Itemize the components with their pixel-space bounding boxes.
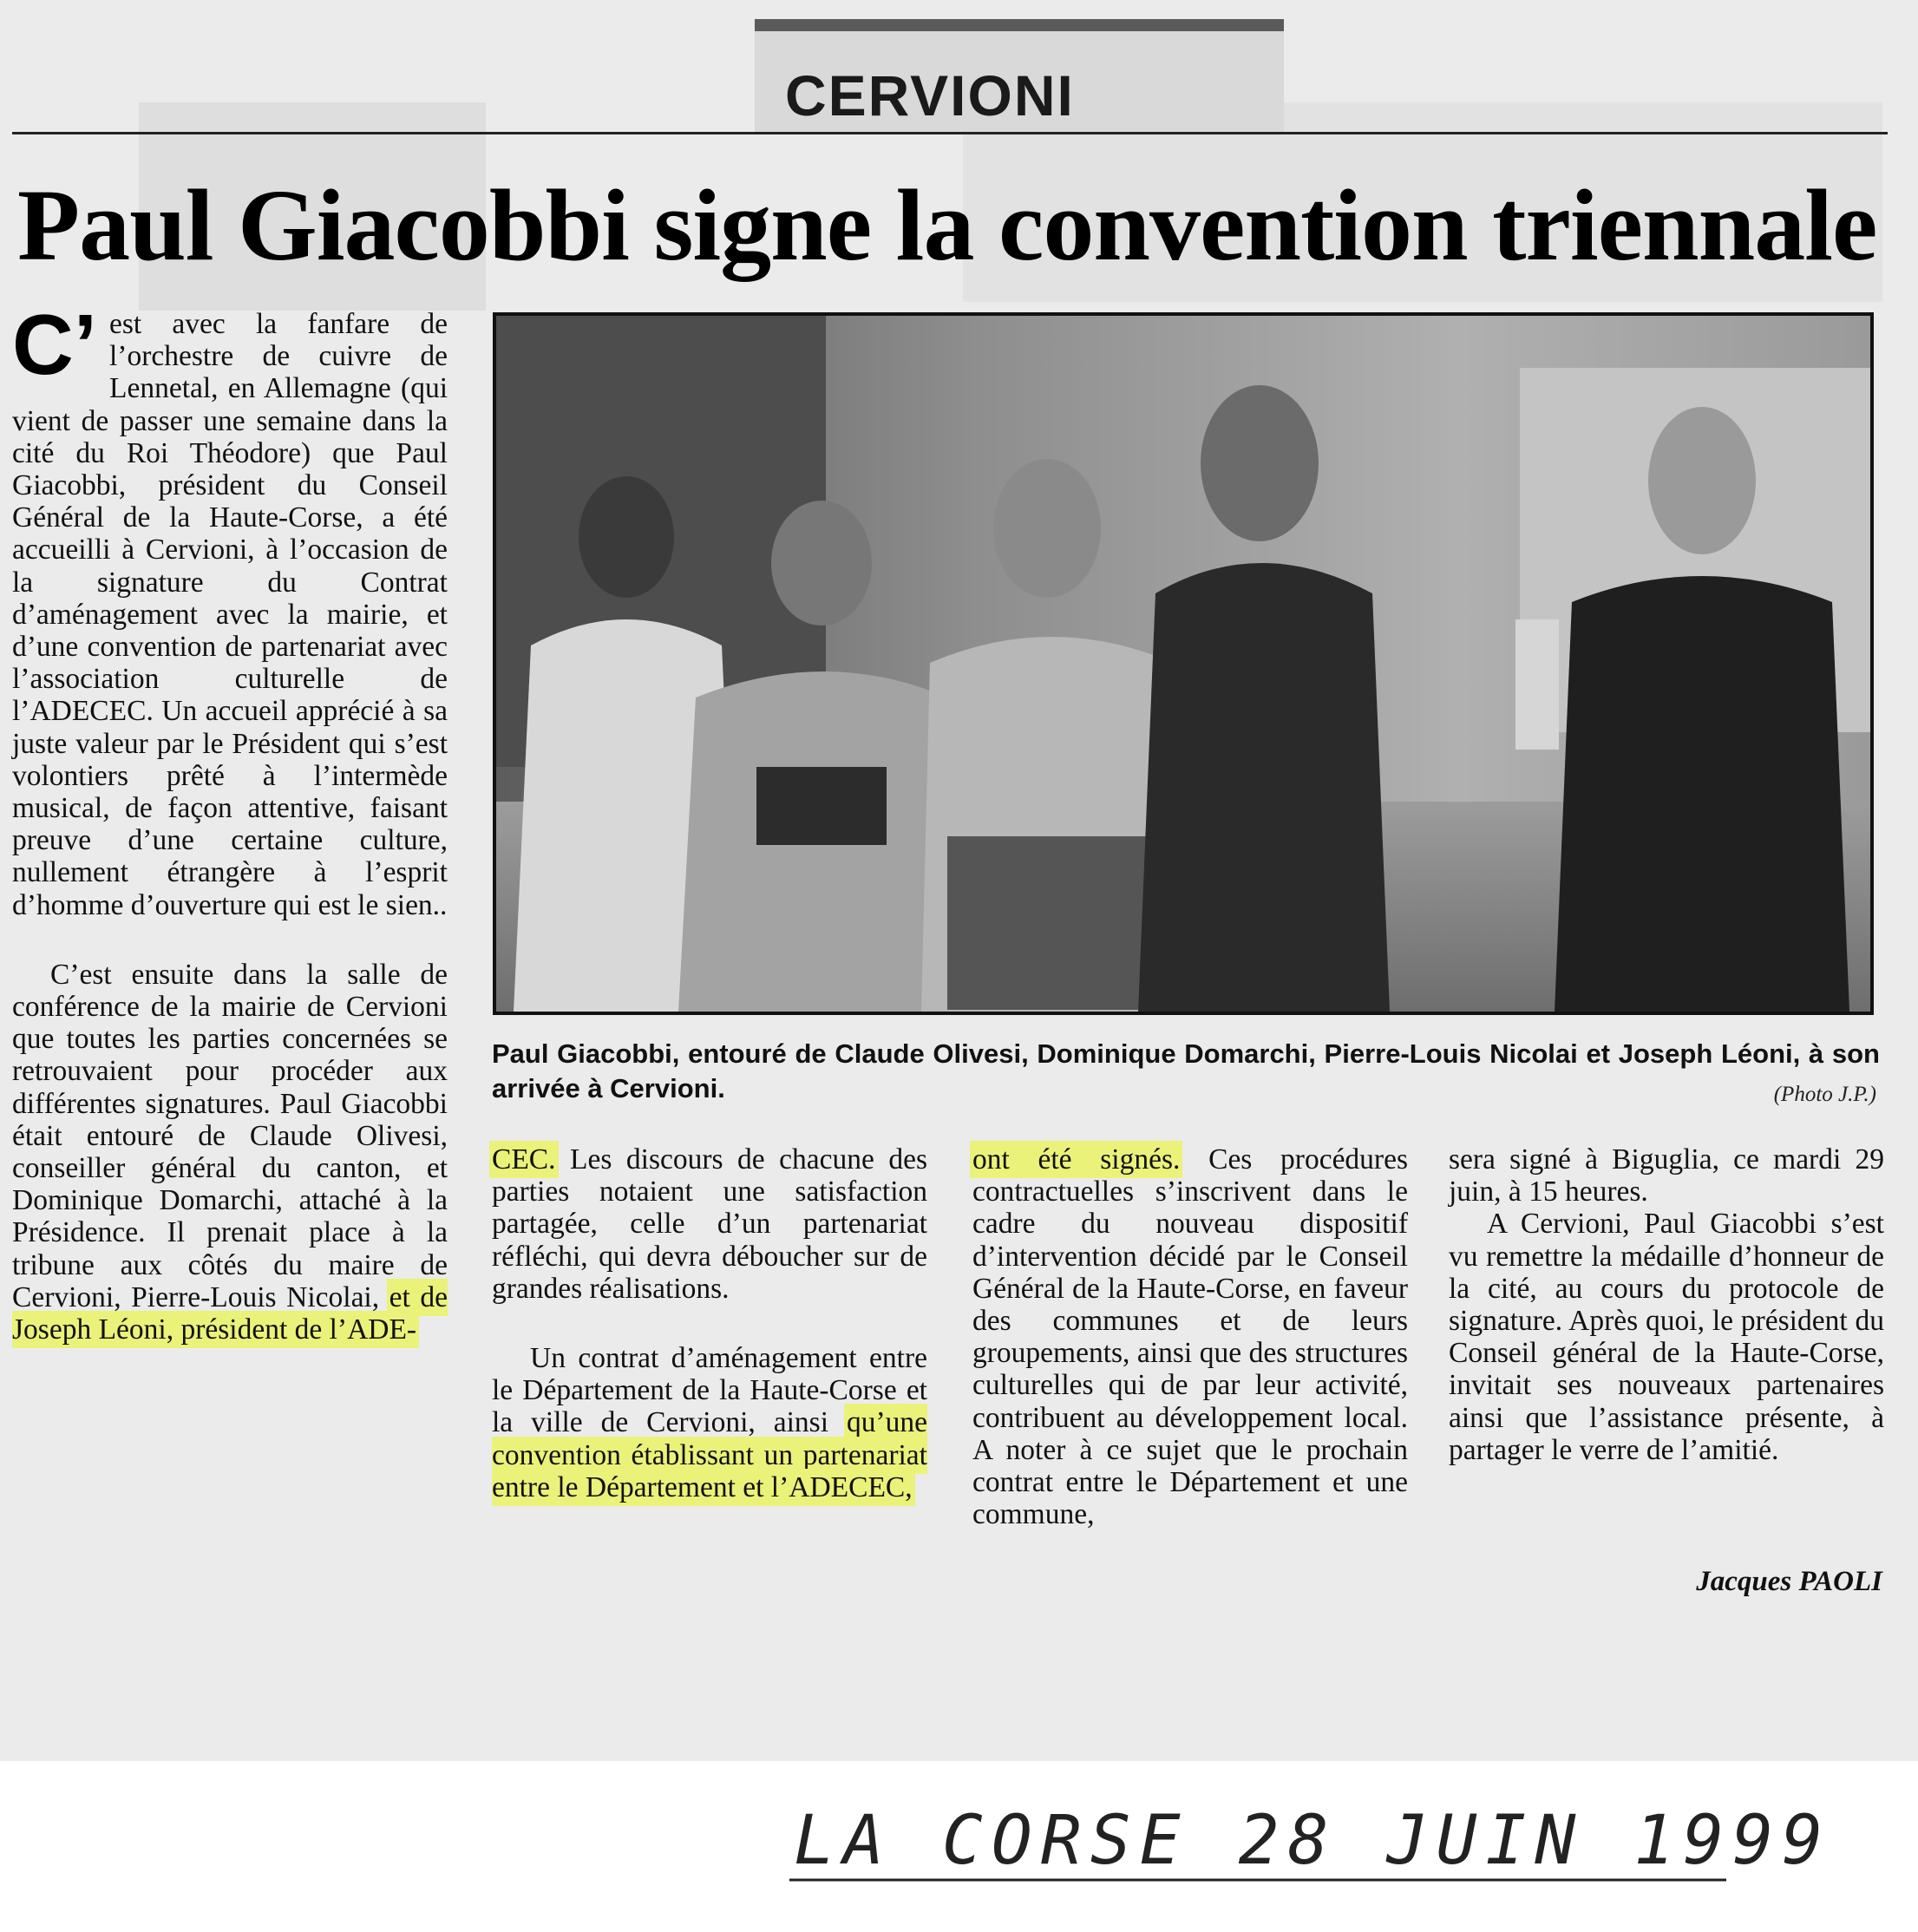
highlighted-text: ont été signés.: [972, 1143, 1181, 1176]
kicker-bar: [755, 19, 1284, 31]
article-column-4: [1449, 1143, 1884, 1560]
column-3-paragraph-1: [972, 1143, 1408, 1530]
column-3-text-1: Ces procédures contractuelles s’inscrivent dans le cadre du nouveau dispositif d’intervention décidé par le Conseil Général de la Haute-Corse, en faveur des communes et de leurs groupements, ainsi que des structures culturelles qui de par leur activité, contribuent au développement local. A noter à ce sujet que le prochain contrat entre le Département et une commune,: [972, 1143, 1408, 1531]
article-column-3: [972, 1143, 1408, 1629]
column-2-text-1: Les discours de chacune des parties notaient une satisfaction partagée, celle d’un partenariat réfléchi, qui devra déboucher sur de grandes réalisations.: [492, 1143, 928, 1305]
column-2-paragraph-2: [492, 1342, 927, 1503]
column-4-paragraph-1: sera signé à Biguglia, ce mardi 29 juin, à 15 heures.: [1449, 1143, 1884, 1208]
column-1-paragraph-1: [12, 297, 448, 921]
article-column-2: [492, 1143, 927, 1629]
photo-caption: Paul Giacobbi, entouré de Claude Olivesi, Dominique Domarchi, Pierre-Louis Nicolai et Joseph Léoni, à son arrivée à Cervioni.: [492, 1038, 1880, 1104]
group-photo-image: [496, 316, 1870, 1012]
article-headline: Paul Giacobbi signe la convention triennale: [17, 168, 1877, 282]
section-kicker: CERVIONI: [785, 63, 1075, 128]
photo-credit: (Photo J.P.): [1773, 1083, 1876, 1106]
highlighted-text: qu’une convention établissant un partenariat entre le Département et l’ADECEC,: [492, 1406, 927, 1503]
column-2-paragraph-1: [492, 1143, 927, 1305]
handwritten-source-note: LA CORSE 28 JUIN 1999: [794, 1802, 1832, 1880]
article-byline: Jacques PAOLI: [1696, 1566, 1882, 1597]
article-photo: [493, 312, 1874, 1015]
column-2-text-2: Un contrat d’aménagement entre le Département de la Haute-Corse et la ville de Cervioni, ainsi: [492, 1342, 927, 1439]
column-4-paragraph-2: A Cervioni, Paul Giacobbi s’est vu remettre la médaille d’honneur de la cité, au cours du protocole de signature. Après quoi, le président du Conseil général de la Haute-Corse, invitait ses nouveaux partenaires ainsi que l’assistance présente, à partager le verre de l’amitié.: [1449, 1208, 1884, 1466]
headline-rule: [12, 132, 1888, 134]
article-column-1: [12, 297, 448, 1609]
highlighted-text: et de Joseph Léoni, président de l’ADE-: [12, 1280, 448, 1346]
column-1-text-2: C’est ensuite dans la salle de conférence de la mairie de Cervioni que toutes les parties concernées se retrouvaient pour procéder aux différentes signatures. Paul Giacobbi était entouré de Claude Olivesi, conseiller général du canton, et Dominique Domarchi, attaché à la Présidence. Il prenait place à la tribune aux côtés du maire de Cervioni, Pierre-Louis Nicolai,: [12, 958, 448, 1313]
column-1-paragraph-2: [12, 959, 448, 1346]
column-1-text-1: est avec la fanfare de l’orchestre de cuivre de Lennetal, en Allemagne (qui vient de passer une semaine dans la cité du Roi Théodore) que Paul Giacobbi, président du Conseil Général de la Haute-Corse, a été accueilli à Cervioni, à l’occasion de la signature du Contrat d’aménagement avec la mairie, et d’une convention de partenariat avec l’association culturelle de l’ADECEC. Un accueil apprécié à sa juste valeur par le Président qui s’est volontiers prêté à l’intermède musical, de façon attentive, faisant preuve d’une certaine culture, nullement étrangère à l’esprit d’homme d’ouverture qui est le sien..: [12, 308, 448, 921]
drop-cap: C’: [12, 297, 97, 392]
highlighted-text: CEC.: [492, 1143, 556, 1176]
